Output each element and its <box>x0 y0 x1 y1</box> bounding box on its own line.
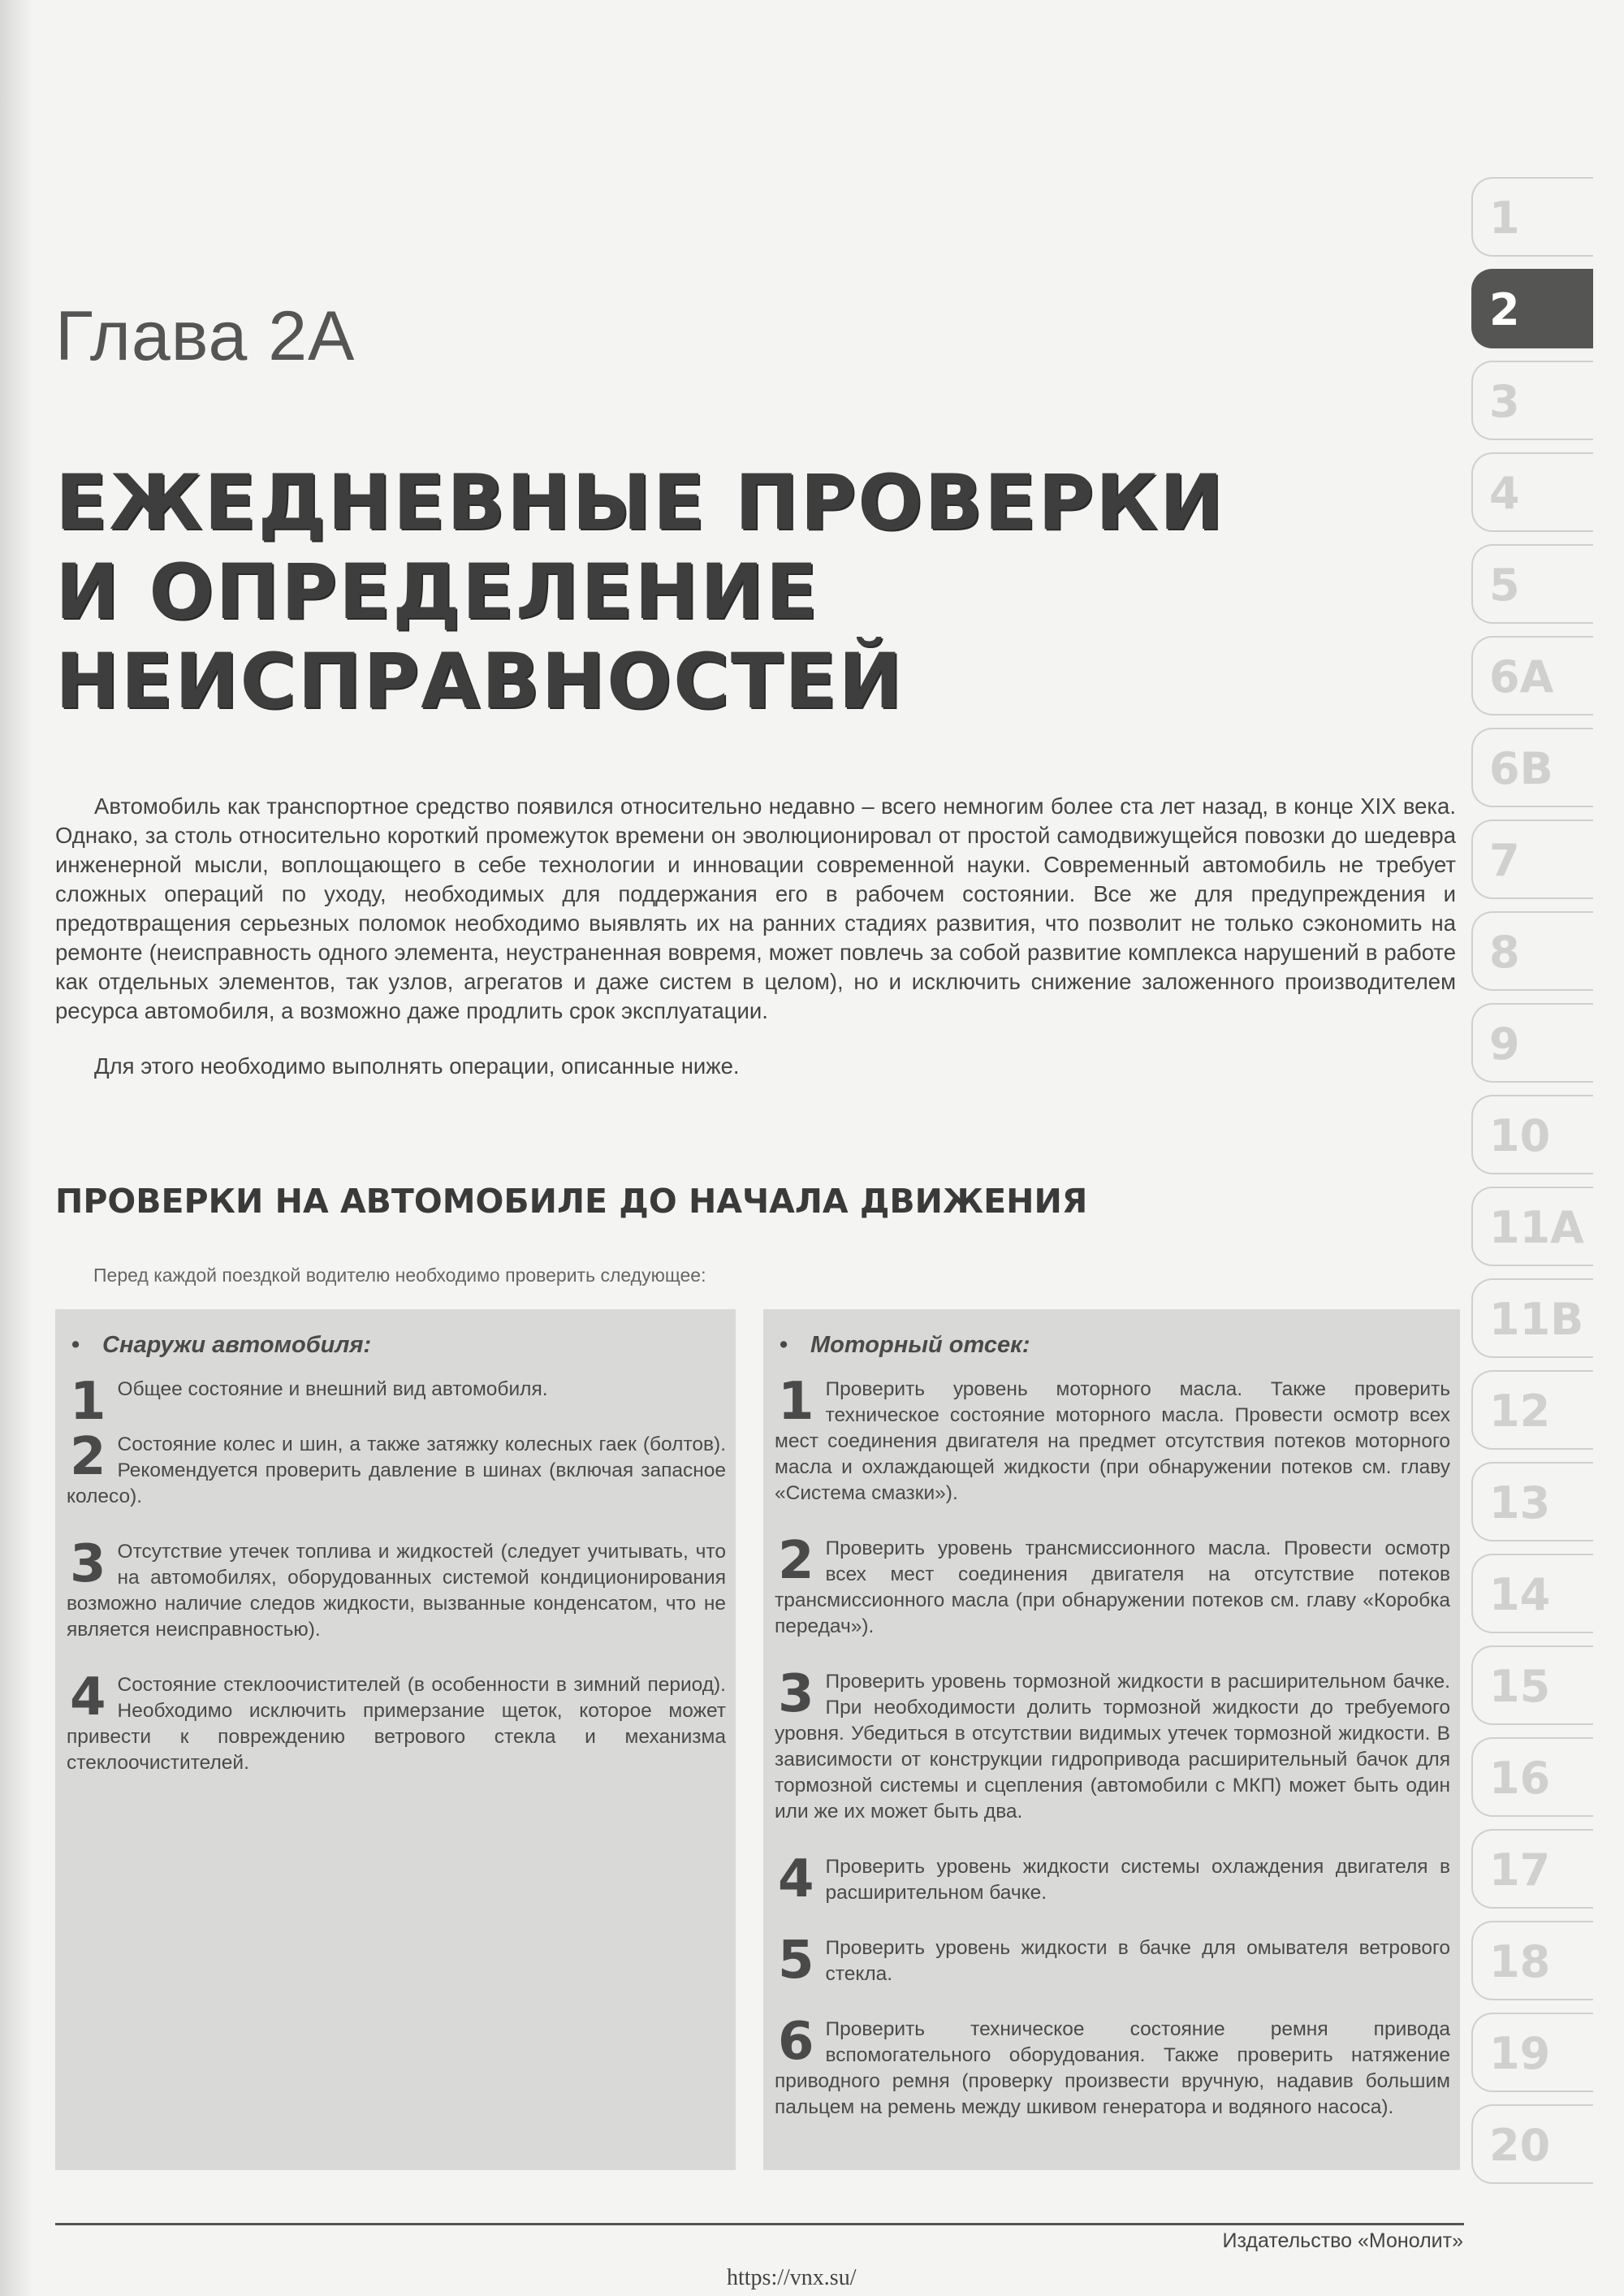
chapter-tab-7[interactable]: 7 <box>1471 819 1593 899</box>
item-text: Состояние колес и шин, а также затяжку колесных гаек (болтов). Рекомендуется проверить давление в шинах (включая запасное колесо). <box>67 1433 726 1507</box>
chapter-tab-1[interactable]: 1 <box>1471 177 1593 257</box>
chapter-tab-2[interactable]: 2 <box>1471 269 1593 348</box>
section-lead: Перед каждой поездкой водителю необходимо проверить следующее: <box>93 1265 706 1286</box>
title-line-1: ЕЖЕДНЕВНЫЕ ПРОВЕРКИ <box>55 459 1225 547</box>
list-item <box>67 1667 726 1776</box>
chapter-tab-14[interactable]: 14 <box>1471 1554 1593 1633</box>
item-text: Проверить техническое состояние ремня привода вспомогательного оборудования. Также проверить натяжение приводного ремня (проверку произвести вручную, надавив большим пальцем на ремень между шкивом генератора и водяного насоса). <box>775 2018 1450 2118</box>
chapter-tab-4[interactable]: 4 <box>1471 452 1593 532</box>
chapter-tab-18[interactable]: 18 <box>1471 1921 1593 2000</box>
item-text: Состояние стеклоочистителей (в особенности в зимний период). Необходимо исключить примерзание щеток, которое может привести к повреждению ветрового стекла и механизма стеклоочистителей. <box>67 1674 726 1774</box>
publisher-name: Издательство «Монолит» <box>1222 2229 1463 2252</box>
item-text: Проверить уровень моторного масла. Также проверить техническое состояние моторного масла. Провести осмотр всех мест соединения двигателя на предмет отсутствия потеков моторного масла и охлаждающей жидкости (при обнаружении потеков см. главу «Система смазки»). <box>775 1378 1450 1504</box>
chapter-tab-8[interactable]: 8 <box>1471 911 1593 991</box>
intro-paragraph-1: Автомобиль как транспортное средство появился относительно недавно – всего немногим более ста лет назад, в конце XIX века. Однако, за столь относительно короткий промежуток времени он эволюционировал от простой самодвижущейся повозки до шедевра инженерной мысли, воплощающего в себе технологии и инновации современной науки. Современный автомобиль не требует сложных операций по уходу, необходимых для поддержания его в рабочем состоянии. Все же для предупреждения и предотвращения серьезных поломок необходимо выявлять их на ранних стадиях развития, что позволит не только сэкономить на ремонте (неисправность одного элемента, неустраненная вовремя, может повлечь за собой развитие комплекса нарушений в работе как отдельных элементов, так узлов, агрегатов и даже систем в целом), но и исключить снижение заложенного производителем ресурса автомобиля, а возможно даже продлить срок эксплуатации. <box>55 793 1456 1023</box>
item-number: 6 <box>778 2012 814 2072</box>
chapter-tab-12[interactable]: 12 <box>1471 1370 1593 1450</box>
item-number: 1 <box>70 1372 106 1432</box>
chapter-tab-6b[interactable]: 6B <box>1471 728 1593 807</box>
item-text: Отсутствие утечек топлива и жидкостей (следует учитывать, что на автомобилях, оборудованных системой кондиционирования возможно наличие следов жидкости, вызванные конденсатом, что не является неисправностью). <box>67 1541 726 1641</box>
chapter-tab-19[interactable]: 19 <box>1471 2013 1593 2092</box>
list-item <box>775 1531 1450 1640</box>
chapter-tab-15[interactable]: 15 <box>1471 1645 1593 1725</box>
chapter-tabs <box>1471 177 1593 2196</box>
list-item <box>775 1372 1450 1507</box>
chapter-tab-13[interactable]: 13 <box>1471 1462 1593 1541</box>
item-text: Проверить уровень жидкости в бачке для омывателя ветрового стекла. <box>825 1937 1450 1985</box>
item-number: 5 <box>778 1931 814 1991</box>
chapter-label: Глава 2А <box>55 297 356 375</box>
item-number: 4 <box>778 1849 814 1909</box>
list-item <box>775 2012 1450 2121</box>
chapter-tab-17[interactable]: 17 <box>1471 1829 1593 1909</box>
title-line-2: И ОПРЕДЕЛЕНИЕ <box>55 548 819 637</box>
chapter-tab-5[interactable]: 5 <box>1471 544 1593 624</box>
engine-bay-heading: • Моторный отсек: <box>775 1332 1450 1359</box>
item-text: Проверить уровень жидкости системы охлаждения двигателя в расширительном бачке. <box>825 1856 1450 1904</box>
page-binding-shadow <box>0 0 32 2296</box>
bullet-icon: • <box>71 1332 80 1358</box>
item-number: 3 <box>70 1534 106 1594</box>
item-text: Общее состояние и внешний вид автомобиля. <box>117 1378 548 1400</box>
list-item <box>67 1427 726 1510</box>
chapter-tab-10[interactable]: 10 <box>1471 1095 1593 1174</box>
chapter-tab-3[interactable]: 3 <box>1471 361 1593 440</box>
item-text: Проверить уровень трансмиссионного масла. Провести осмотр всех мест соединения двигателя на отсутствие потеков трансмиссионного масла (при обнаружении потеков см. главу «Коробка передач»). <box>775 1537 1450 1637</box>
chapter-tab-20[interactable]: 20 <box>1471 2104 1593 2184</box>
title-line-3: НЕИСПРАВНОСТЕЙ <box>55 638 905 726</box>
list-item <box>67 1372 726 1432</box>
chapter-tab-9[interactable]: 9 <box>1471 1003 1593 1083</box>
list-item <box>775 1849 1450 1909</box>
chapter-tab-11b[interactable]: 11B <box>1471 1278 1593 1358</box>
page-title <box>55 459 1273 727</box>
item-number: 3 <box>778 1664 814 1724</box>
chapter-tab-6a[interactable]: 6A <box>1471 636 1593 716</box>
item-number: 2 <box>778 1531 814 1591</box>
item-number: 1 <box>778 1372 814 1432</box>
item-text: Проверить уровень тормозной жидкости в расширительном бачке. При необходимости долить тормозной жидкости до требуемого уровня. Убедиться в отсутствии видимых утечек тормозной жидкости. В зависимости от конструкции гидропривода расширительный бачок для тормозной системы и сцепления (автомобили с МКП) может быть один или же их может быть два. <box>775 1671 1450 1823</box>
list-item <box>775 1664 1450 1825</box>
intro-paragraph-2: Для этого необходимо выполнять операции, описанные ниже. <box>94 1053 740 1079</box>
list-item <box>67 1534 726 1643</box>
chapter-tab-11a[interactable]: 11A <box>1471 1187 1593 1266</box>
bullet-icon: • <box>780 1332 788 1358</box>
section-title: ПРОВЕРКИ НА АВТОМОБИЛЕ ДО НАЧАЛА ДВИЖЕНИЯ <box>55 1182 1088 1221</box>
item-number: 2 <box>70 1427 106 1487</box>
intro-text <box>55 792 1456 1081</box>
outside-checks-heading: • Снаружи автомобиля: <box>67 1332 726 1359</box>
item-number: 4 <box>70 1667 106 1727</box>
outside-checks-box <box>55 1309 736 2170</box>
chapter-tab-16[interactable]: 16 <box>1471 1737 1593 1817</box>
list-item <box>775 1931 1450 1991</box>
watermark-url[interactable]: https://vnx.su/ <box>727 2265 857 2290</box>
engine-bay-checks-box <box>763 1309 1460 2170</box>
footer-divider <box>55 2223 1464 2225</box>
